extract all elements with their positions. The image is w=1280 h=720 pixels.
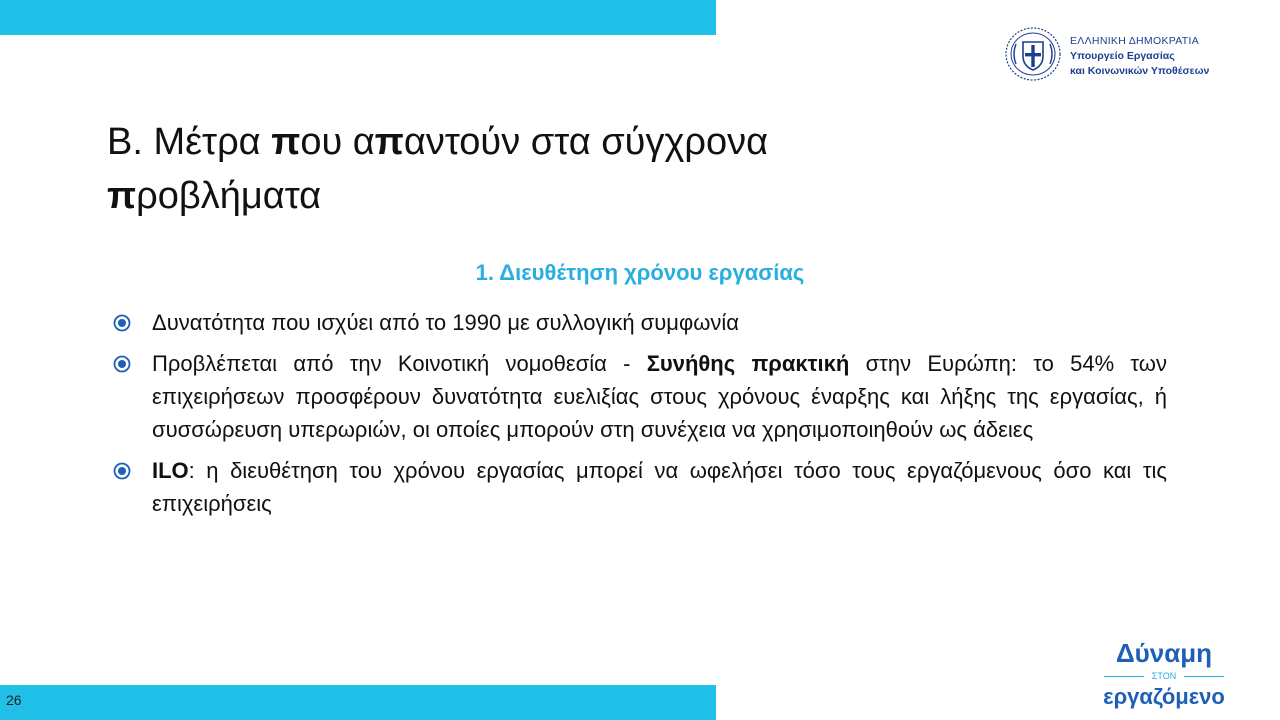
section-subtitle-text: 1. Διευθέτηση χρόνου εργασίας	[475, 260, 805, 285]
bullet-text: στην Ευρώπη: το 54% των επιχειρήσεων προσφέρουν δυνατότητα ευελιξίας στους χρόνους έναρξης και λήξης της εργασίας, ή συσσώρευση υπερωριών, οι οποίες μπορούν στη συνέχεια να χρησιμοποιηθούν ως άδειες	[152, 351, 1167, 442]
radio-bullet-icon	[113, 462, 131, 480]
radio-bullet-icon	[113, 314, 131, 332]
bottom-accent-bar	[0, 685, 716, 720]
bullet-list	[113, 306, 1167, 528]
campaign-logo-line3: εργαζόμενο	[1103, 684, 1225, 709]
ministry-country-label: ΕΛΛΗΝΙΚΗ ΔΗΜΟΚΡΑΤΙΑ	[1070, 35, 1200, 47]
title-part: ου α	[300, 121, 375, 163]
campaign-logo-line1: Δύναμη	[1115, 638, 1213, 668]
title-bold-letter: π	[107, 175, 137, 217]
title-part: Β. Μέτρα	[107, 121, 272, 163]
ministry-name-line1: Υπουργείο Εργασίας	[1070, 50, 1175, 62]
bullet-item	[113, 347, 1167, 446]
bullet-bold-text: ILO	[152, 458, 189, 483]
slide-title	[107, 115, 967, 223]
title-bold-letter: π	[374, 121, 404, 163]
bullet-text: : η διευθέτηση του χρόνου εργασίας μπορεί να ωφελήσει τόσο τους εργαζόμενους όσο και τις επιχειρήσεις	[152, 458, 1167, 516]
title-part: αντούν στα σύγχρονα	[403, 121, 769, 163]
section-subtitle	[0, 260, 1280, 286]
bullet-item	[113, 306, 1167, 339]
greek-coat-of-arms-icon	[1004, 26, 1062, 82]
ministry-logo	[1004, 26, 1244, 82]
slide-number: 26	[6, 692, 22, 708]
bullet-bold-text: Συνήθης πρακτική	[646, 351, 850, 376]
bullet-item	[113, 454, 1167, 520]
radio-bullet-icon	[113, 355, 131, 373]
ministry-name-line2: και Κοινωνικών Υποθέσεων	[1070, 65, 1210, 77]
campaign-logo	[1100, 638, 1228, 710]
campaign-logo-line2: ΣΤΟΝ	[1100, 670, 1228, 682]
bullet-text: Προβλέπεται από την Κοινοτική νομοθεσία -	[152, 351, 647, 376]
title-part: ροβλήματα	[136, 175, 322, 217]
title-bold-letter: π	[271, 121, 301, 163]
bullet-text: Δυνατότητα που ισχύει από το 1990 με συλλογική συμφωνία	[152, 310, 739, 335]
top-accent-bar	[0, 0, 716, 35]
